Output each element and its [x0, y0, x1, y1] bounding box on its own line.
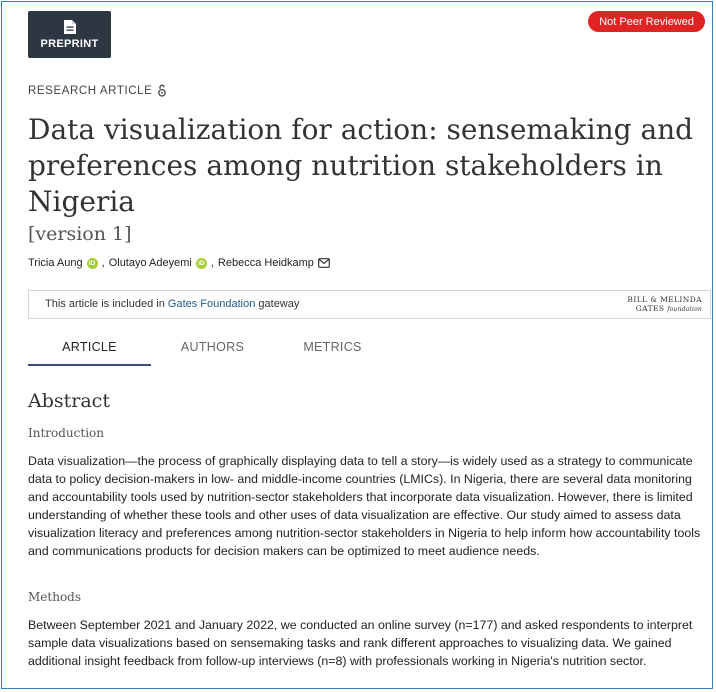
methods-text: Between September 2021 and January 2022, we conducted an online survey (n=177) and asked respondents to interpret sample data visualizations based on sensemaking tasks and rank different approaches to visualizing data. We gained additional insight feedback from follow-up interviews (n=8) with professionals working in Nigeria's nutrition sector.: [28, 618, 693, 668]
tab-authors[interactable]: AUTHORS: [180, 340, 245, 354]
page-frame: [1, 1, 713, 689]
article-version: [version 1]: [28, 223, 132, 245]
tab-metrics[interactable]: METRICS: [303, 340, 362, 354]
article-type-label: RESEARCH ARTICLE: [28, 84, 153, 97]
gateway-text: [45, 298, 299, 310]
article-title: Data visualization for action: sensemaking and preferences among nutrition stakeholders in Nigeria: [28, 113, 694, 218]
gateway-link[interactable]: Gates Foundation: [167, 298, 256, 310]
document-icon: [63, 19, 77, 35]
introduction-heading: Introduction: [28, 426, 104, 440]
logo-line-2: GATES: [635, 304, 665, 313]
peer-review-badge[interactable]: Not Peer Reviewed: [588, 11, 705, 32]
author-separator: ,: [101, 257, 105, 269]
article-type: [28, 84, 167, 97]
orcid-icon[interactable]: iD: [196, 258, 207, 269]
preprint-label: PREPRINT: [40, 38, 99, 50]
introduction-text: Data visualization—the process of graphically displaying data to tell a story—is widely used as a strategy to communicate data to policy decision-makers in low- and middle-income countries (LMICs). In Nigeria, there are several data monitoring and accountability tools used by nutrition-sector stakeholders that incorporate data visualization. However, there is limited understanding of whether these tools and other uses of data visualization are effective. Our study aimed to assess data visualization literacy and preferences among nutrition-sector stakeholders in Nigeria to help inform how accountability tools and communications products for decision makers can be optimized to meet audience needs.: [28, 454, 701, 558]
author-separator: ,: [210, 257, 214, 269]
mail-icon[interactable]: [318, 258, 330, 268]
methods-heading: Methods: [28, 590, 82, 604]
author-list: [28, 257, 330, 269]
gateway-text-after: gateway: [255, 298, 300, 310]
author-name[interactable]: Olutayo Adeyemi: [108, 257, 192, 269]
logo-line-1: BILL & MELINDA: [627, 295, 702, 304]
tab-article[interactable]: ARTICLE: [28, 328, 151, 366]
gateway-notice: [28, 290, 711, 319]
orcid-icon[interactable]: iD: [87, 258, 98, 269]
author-name[interactable]: Tricia Aung: [28, 257, 83, 269]
logo-line-3: foundation: [667, 306, 702, 313]
preprint-badge: [28, 11, 111, 58]
gates-foundation-logo[interactable]: [627, 295, 702, 314]
article-tabs: [28, 328, 711, 366]
gateway-text-before: This article is included in: [45, 298, 168, 310]
author-name[interactable]: Rebecca Heidkamp: [217, 257, 314, 269]
open-access-icon: [157, 84, 167, 97]
abstract-heading: Abstract: [28, 390, 110, 412]
